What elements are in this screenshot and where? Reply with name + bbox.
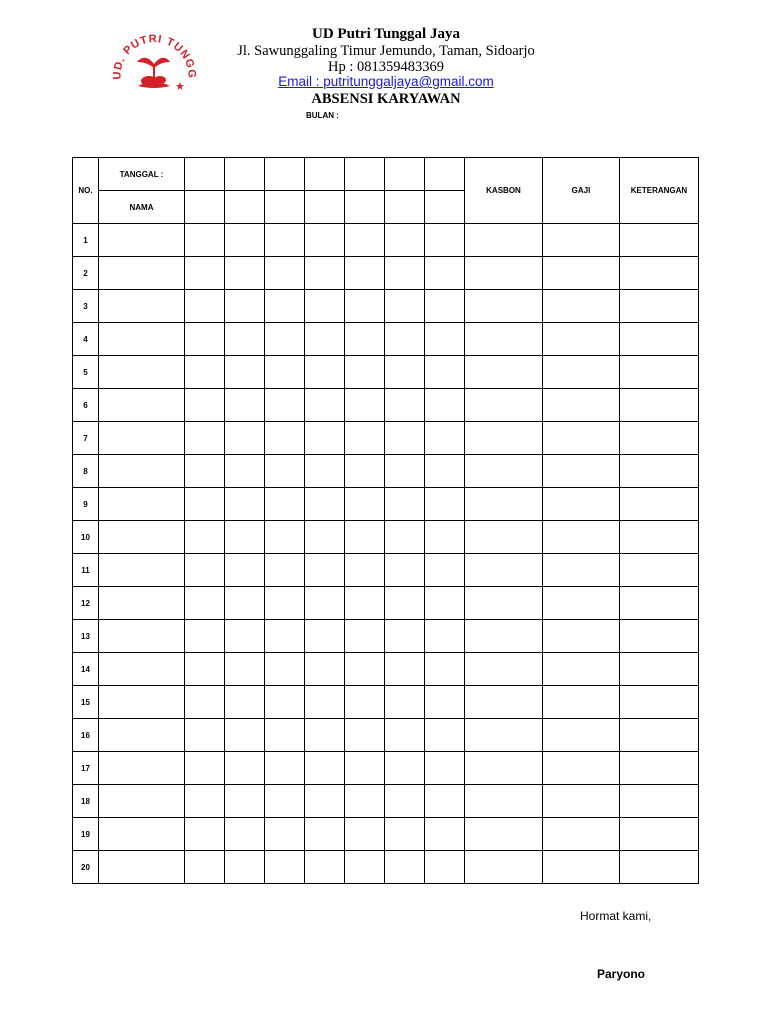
attendance-cell[interactable] — [305, 785, 345, 818]
attendance-cell[interactable] — [185, 554, 225, 587]
attendance-cell[interactable] — [385, 389, 425, 422]
name-cell[interactable] — [99, 224, 185, 257]
table-row — [73, 323, 699, 356]
row-number: 9 — [73, 488, 99, 521]
attendance-cell[interactable] — [305, 422, 345, 455]
attendance-cell[interactable] — [385, 587, 425, 620]
attendance-cell[interactable] — [225, 257, 265, 290]
row-number: 15 — [73, 686, 99, 719]
attendance-cell[interactable] — [425, 785, 465, 818]
name-cell[interactable] — [99, 752, 185, 785]
name-cell[interactable] — [99, 389, 185, 422]
gaji-cell[interactable] — [543, 587, 620, 620]
row-number: 5 — [73, 356, 99, 389]
attendance-cell[interactable] — [265, 455, 305, 488]
attendance-cell[interactable] — [385, 323, 425, 356]
table-row — [73, 719, 699, 752]
attendance-cell[interactable] — [345, 554, 385, 587]
gaji-cell[interactable] — [543, 653, 620, 686]
gaji-cell[interactable] — [543, 323, 620, 356]
kasbon-cell[interactable] — [465, 389, 543, 422]
kasbon-cell[interactable] — [465, 752, 543, 785]
attendance-cell[interactable] — [185, 422, 225, 455]
attendance-cell[interactable] — [185, 752, 225, 785]
keterangan-cell[interactable] — [620, 422, 699, 455]
kasbon-cell[interactable] — [465, 224, 543, 257]
attendance-cell[interactable] — [345, 818, 385, 851]
attendance-cell[interactable] — [425, 356, 465, 389]
attendance-cell[interactable] — [385, 455, 425, 488]
row-number: 2 — [73, 257, 99, 290]
attendance-cell[interactable] — [185, 488, 225, 521]
row-number: 20 — [73, 851, 99, 884]
keterangan-cell[interactable] — [620, 290, 699, 323]
attendance-cell[interactable] — [265, 620, 305, 653]
attendance-cell[interactable] — [425, 521, 465, 554]
attendance-cell[interactable] — [265, 356, 305, 389]
attendance-cell[interactable] — [385, 290, 425, 323]
kasbon-cell[interactable] — [465, 785, 543, 818]
keterangan-cell[interactable] — [620, 356, 699, 389]
keterangan-header: KETERANGAN — [620, 158, 699, 224]
attendance-cell[interactable] — [185, 521, 225, 554]
keterangan-cell[interactable] — [620, 488, 699, 521]
attendance-cell[interactable] — [425, 587, 465, 620]
attendance-cell[interactable] — [385, 356, 425, 389]
table-row — [73, 554, 699, 587]
row-number: 10 — [73, 521, 99, 554]
attendance-cell[interactable] — [225, 686, 265, 719]
attendance-cell[interactable] — [185, 818, 225, 851]
gaji-cell[interactable] — [543, 290, 620, 323]
kasbon-cell[interactable] — [465, 455, 543, 488]
kasbon-cell[interactable] — [465, 818, 543, 851]
date-cell[interactable] — [225, 191, 265, 224]
gaji-cell[interactable] — [543, 488, 620, 521]
kasbon-cell[interactable] — [465, 323, 543, 356]
attendance-cell[interactable] — [185, 653, 225, 686]
name-cell[interactable] — [99, 422, 185, 455]
date-cell[interactable] — [425, 191, 465, 224]
attendance-cell[interactable] — [225, 851, 265, 884]
name-cell[interactable] — [99, 455, 185, 488]
attendance-cell[interactable] — [345, 686, 385, 719]
attendance-cell[interactable] — [265, 323, 305, 356]
attendance-cell[interactable] — [345, 224, 385, 257]
attendance-cell[interactable] — [305, 818, 345, 851]
kasbon-cell[interactable] — [465, 620, 543, 653]
date-cell[interactable] — [305, 191, 345, 224]
attendance-cell[interactable] — [305, 521, 345, 554]
kasbon-cell[interactable] — [465, 653, 543, 686]
keterangan-cell[interactable] — [620, 620, 699, 653]
table-row — [73, 785, 699, 818]
table-row — [73, 587, 699, 620]
gaji-cell[interactable] — [543, 257, 620, 290]
keterangan-cell[interactable] — [620, 851, 699, 884]
row-number: 3 — [73, 290, 99, 323]
attendance-cell[interactable] — [385, 224, 425, 257]
attendance-cell[interactable] — [385, 818, 425, 851]
table-row — [73, 620, 699, 653]
attendance-cell[interactable] — [345, 851, 385, 884]
name-cell[interactable] — [99, 587, 185, 620]
attendance-cell[interactable] — [385, 686, 425, 719]
keterangan-cell[interactable] — [620, 785, 699, 818]
gaji-cell[interactable] — [543, 686, 620, 719]
attendance-cell[interactable] — [265, 422, 305, 455]
attendance-cell[interactable] — [225, 224, 265, 257]
attendance-cell[interactable] — [425, 752, 465, 785]
name-cell[interactable] — [99, 554, 185, 587]
attendance-cell[interactable] — [225, 620, 265, 653]
name-cell[interactable] — [99, 818, 185, 851]
attendance-cell[interactable] — [385, 785, 425, 818]
company-email-link[interactable]: Email : putritunggaljaya@gmail.com — [278, 74, 494, 89]
attendance-cell[interactable] — [305, 719, 345, 752]
attendance-cell[interactable] — [425, 224, 465, 257]
gaji-cell[interactable] — [543, 455, 620, 488]
attendance-cell[interactable] — [385, 521, 425, 554]
attendance-cell[interactable] — [265, 587, 305, 620]
attendance-cell[interactable] — [305, 356, 345, 389]
attendance-cell[interactable] — [225, 455, 265, 488]
signature-closing: Hormat kami, — [580, 909, 652, 923]
attendance-cell[interactable] — [305, 587, 345, 620]
attendance-cell[interactable] — [265, 488, 305, 521]
attendance-cell[interactable] — [225, 422, 265, 455]
keterangan-cell[interactable] — [620, 686, 699, 719]
attendance-cell[interactable] — [265, 785, 305, 818]
attendance-cell[interactable] — [425, 653, 465, 686]
kasbon-cell[interactable] — [465, 257, 543, 290]
row-number: 16 — [73, 719, 99, 752]
table-row — [73, 389, 699, 422]
row-number: 18 — [73, 785, 99, 818]
attendance-cell[interactable] — [345, 587, 385, 620]
attendance-cell[interactable] — [305, 257, 345, 290]
attendance-cell[interactable] — [345, 455, 385, 488]
attendance-cell[interactable] — [425, 686, 465, 719]
attendance-cell[interactable] — [265, 686, 305, 719]
attendance-cell[interactable] — [385, 752, 425, 785]
table-row — [73, 290, 699, 323]
attendance-cell[interactable] — [345, 290, 385, 323]
attendance-cell[interactable] — [425, 290, 465, 323]
attendance-cell[interactable] — [265, 818, 305, 851]
attendance-cell[interactable] — [265, 224, 305, 257]
row-number: 8 — [73, 455, 99, 488]
keterangan-cell[interactable] — [620, 719, 699, 752]
name-cell[interactable] — [99, 653, 185, 686]
row-number: 12 — [73, 587, 99, 620]
date-cell[interactable] — [345, 191, 385, 224]
attendance-cell[interactable] — [225, 323, 265, 356]
row-number: 13 — [73, 620, 99, 653]
keterangan-cell[interactable] — [620, 224, 699, 257]
attendance-cell[interactable] — [225, 389, 265, 422]
attendance-cell[interactable] — [305, 686, 345, 719]
kasbon-cell[interactable] — [465, 290, 543, 323]
table-row — [73, 521, 699, 554]
company-phone: Hp : 081359483369 — [328, 59, 444, 75]
attendance-cell[interactable] — [185, 389, 225, 422]
attendance-cell[interactable] — [225, 488, 265, 521]
keterangan-cell[interactable] — [620, 752, 699, 785]
attendance-cell[interactable] — [425, 422, 465, 455]
attendance-cell[interactable] — [265, 554, 305, 587]
table-row — [73, 752, 699, 785]
attendance-cell[interactable] — [305, 323, 345, 356]
table-row — [73, 851, 699, 884]
svg-text:UD. PUTRI TUNGGAL JAYA — [104, 24, 198, 80]
gaji-cell[interactable] — [543, 356, 620, 389]
attendance-cell[interactable] — [345, 257, 385, 290]
gaji-cell[interactable] — [543, 620, 620, 653]
attendance-cell[interactable] — [305, 752, 345, 785]
attendance-cell[interactable] — [265, 851, 305, 884]
gaji-header: GAJI — [543, 158, 620, 224]
attendance-cell[interactable] — [185, 224, 225, 257]
table-row — [73, 686, 699, 719]
attendance-cell[interactable] — [185, 851, 225, 884]
row-number: 7 — [73, 422, 99, 455]
name-cell[interactable] — [99, 323, 185, 356]
attendance-cell[interactable] — [425, 818, 465, 851]
attendance-cell[interactable] — [385, 488, 425, 521]
date-cell[interactable] — [185, 191, 225, 224]
attendance-cell[interactable] — [425, 488, 465, 521]
name-cell[interactable] — [99, 719, 185, 752]
row-number: 4 — [73, 323, 99, 356]
attendance-table — [72, 157, 699, 884]
signature-name: Paryono — [597, 967, 646, 981]
gaji-cell[interactable] — [543, 554, 620, 587]
date-header: TANGGAL : — [99, 158, 185, 191]
gaji-cell[interactable] — [543, 818, 620, 851]
gaji-cell[interactable] — [543, 521, 620, 554]
attendance-cell[interactable] — [385, 653, 425, 686]
row-number: 1 — [73, 224, 99, 257]
attendance-cell[interactable] — [225, 521, 265, 554]
kasbon-cell[interactable] — [465, 356, 543, 389]
company-name: UD Putri Tunggal Jaya — [312, 26, 460, 42]
attendance-cell[interactable] — [265, 653, 305, 686]
attendance-cell[interactable] — [185, 290, 225, 323]
kasbon-cell[interactable] — [465, 851, 543, 884]
name-cell[interactable] — [99, 356, 185, 389]
keterangan-cell[interactable] — [620, 389, 699, 422]
table-row — [73, 224, 699, 257]
kasbon-cell[interactable] — [465, 554, 543, 587]
date-cell[interactable] — [265, 158, 305, 191]
attendance-cell[interactable] — [305, 620, 345, 653]
attendance-cell[interactable] — [225, 785, 265, 818]
attendance-cell[interactable] — [345, 752, 385, 785]
attendance-cell[interactable] — [345, 719, 385, 752]
attendance-cell[interactable] — [225, 719, 265, 752]
attendance-cell[interactable] — [225, 587, 265, 620]
keterangan-cell[interactable] — [620, 323, 699, 356]
attendance-cell[interactable] — [345, 422, 385, 455]
kasbon-cell[interactable] — [465, 587, 543, 620]
gaji-cell[interactable] — [543, 785, 620, 818]
keterangan-cell[interactable] — [620, 257, 699, 290]
name-cell[interactable] — [99, 290, 185, 323]
kasbon-cell[interactable] — [465, 686, 543, 719]
date-cell[interactable] — [305, 158, 345, 191]
attendance-cell[interactable] — [305, 554, 345, 587]
date-cell[interactable] — [385, 158, 425, 191]
attendance-cell[interactable] — [185, 356, 225, 389]
attendance-cell[interactable] — [185, 686, 225, 719]
attendance-cell[interactable] — [385, 851, 425, 884]
attendance-cell[interactable] — [385, 719, 425, 752]
attendance-cell[interactable] — [345, 323, 385, 356]
keterangan-cell[interactable] — [620, 587, 699, 620]
no-header: NO. — [73, 158, 99, 224]
attendance-cell[interactable] — [425, 323, 465, 356]
gaji-cell[interactable] — [543, 389, 620, 422]
attendance-cell[interactable] — [305, 389, 345, 422]
attendance-cell[interactable] — [185, 785, 225, 818]
attendance-cell[interactable] — [185, 620, 225, 653]
attendance-cell[interactable] — [265, 257, 305, 290]
attendance-cell[interactable] — [345, 785, 385, 818]
attendance-cell[interactable] — [265, 389, 305, 422]
gaji-cell[interactable] — [543, 422, 620, 455]
attendance-cell[interactable] — [225, 290, 265, 323]
gaji-cell[interactable] — [543, 224, 620, 257]
gaji-cell[interactable] — [543, 851, 620, 884]
attendance-cell[interactable] — [265, 752, 305, 785]
table-row — [73, 653, 699, 686]
attendance-cell[interactable] — [425, 719, 465, 752]
attendance-cell[interactable] — [265, 290, 305, 323]
date-cell[interactable] — [425, 158, 465, 191]
attendance-cell[interactable] — [425, 851, 465, 884]
date-cell[interactable] — [185, 158, 225, 191]
name-cell[interactable] — [99, 686, 185, 719]
row-number: 14 — [73, 653, 99, 686]
date-cell[interactable] — [225, 158, 265, 191]
name-cell[interactable] — [99, 257, 185, 290]
attendance-cell[interactable] — [425, 554, 465, 587]
keterangan-cell[interactable] — [620, 554, 699, 587]
attendance-cell[interactable] — [305, 488, 345, 521]
name-header: NAMA — [99, 191, 185, 224]
attendance-cell[interactable] — [425, 455, 465, 488]
attendance-cell[interactable] — [185, 587, 225, 620]
gaji-cell[interactable] — [543, 719, 620, 752]
name-cell[interactable] — [99, 488, 185, 521]
name-cell[interactable] — [99, 521, 185, 554]
attendance-cell[interactable] — [185, 719, 225, 752]
attendance-cell[interactable] — [305, 455, 345, 488]
svg-text:★: ★ — [175, 80, 185, 93]
kasbon-cell[interactable] — [465, 422, 543, 455]
attendance-cell[interactable] — [225, 818, 265, 851]
table-row — [73, 488, 699, 521]
keterangan-cell[interactable] — [620, 455, 699, 488]
attendance-cell[interactable] — [225, 356, 265, 389]
table-row — [73, 455, 699, 488]
kasbon-header: KASBON — [465, 158, 543, 224]
keterangan-cell[interactable] — [620, 521, 699, 554]
attendance-cell[interactable] — [425, 257, 465, 290]
attendance-cell[interactable] — [305, 290, 345, 323]
logo-text: UD. PUTRI TUNGG — [111, 33, 198, 80]
attendance-cell[interactable] — [345, 521, 385, 554]
attendance-cell[interactable] — [305, 653, 345, 686]
attendance-cell[interactable] — [385, 554, 425, 587]
document-title: ABSENSI KARYAWAN — [311, 91, 461, 107]
company-logo — [104, 24, 202, 104]
attendance-cell[interactable] — [225, 653, 265, 686]
row-number: 17 — [73, 752, 99, 785]
attendance-cell[interactable] — [305, 851, 345, 884]
attendance-cell[interactable] — [385, 257, 425, 290]
name-cell[interactable] — [99, 851, 185, 884]
attendance-cell[interactable] — [385, 422, 425, 455]
gaji-cell[interactable] — [543, 752, 620, 785]
attendance-cell[interactable] — [345, 620, 385, 653]
row-number: 6 — [73, 389, 99, 422]
attendance-cell[interactable] — [225, 554, 265, 587]
kasbon-cell[interactable] — [465, 521, 543, 554]
keterangan-cell[interactable] — [620, 818, 699, 851]
date-cell[interactable] — [345, 158, 385, 191]
header-row — [73, 158, 699, 191]
attendance-cell[interactable] — [345, 356, 385, 389]
name-cell[interactable] — [99, 785, 185, 818]
attendance-cell[interactable] — [345, 653, 385, 686]
attendance-cell[interactable] — [265, 521, 305, 554]
attendance-cell[interactable] — [305, 224, 345, 257]
attendance-cell[interactable] — [265, 719, 305, 752]
kasbon-cell[interactable] — [465, 719, 543, 752]
attendance-cell[interactable] — [345, 488, 385, 521]
table-row — [73, 356, 699, 389]
table-row — [73, 257, 699, 290]
attendance-cell[interactable] — [185, 323, 225, 356]
attendance-cell[interactable] — [425, 620, 465, 653]
row-number: 11 — [73, 554, 99, 587]
date-cell[interactable] — [265, 191, 305, 224]
attendance-cell[interactable] — [185, 257, 225, 290]
attendance-cell[interactable] — [225, 752, 265, 785]
name-cell[interactable] — [99, 620, 185, 653]
kasbon-cell[interactable] — [465, 488, 543, 521]
attendance-cell[interactable] — [425, 389, 465, 422]
month-label: BULAN : — [306, 111, 339, 120]
row-number: 19 — [73, 818, 99, 851]
company-address: Jl. Sawunggaling Timur Jemundo, Taman, Sidoarjo — [237, 43, 535, 59]
attendance-cell[interactable] — [185, 455, 225, 488]
keterangan-cell[interactable] — [620, 653, 699, 686]
attendance-cell[interactable] — [385, 620, 425, 653]
date-cell[interactable] — [385, 191, 425, 224]
table-row — [73, 422, 699, 455]
table-row — [73, 818, 699, 851]
attendance-cell[interactable] — [345, 389, 385, 422]
